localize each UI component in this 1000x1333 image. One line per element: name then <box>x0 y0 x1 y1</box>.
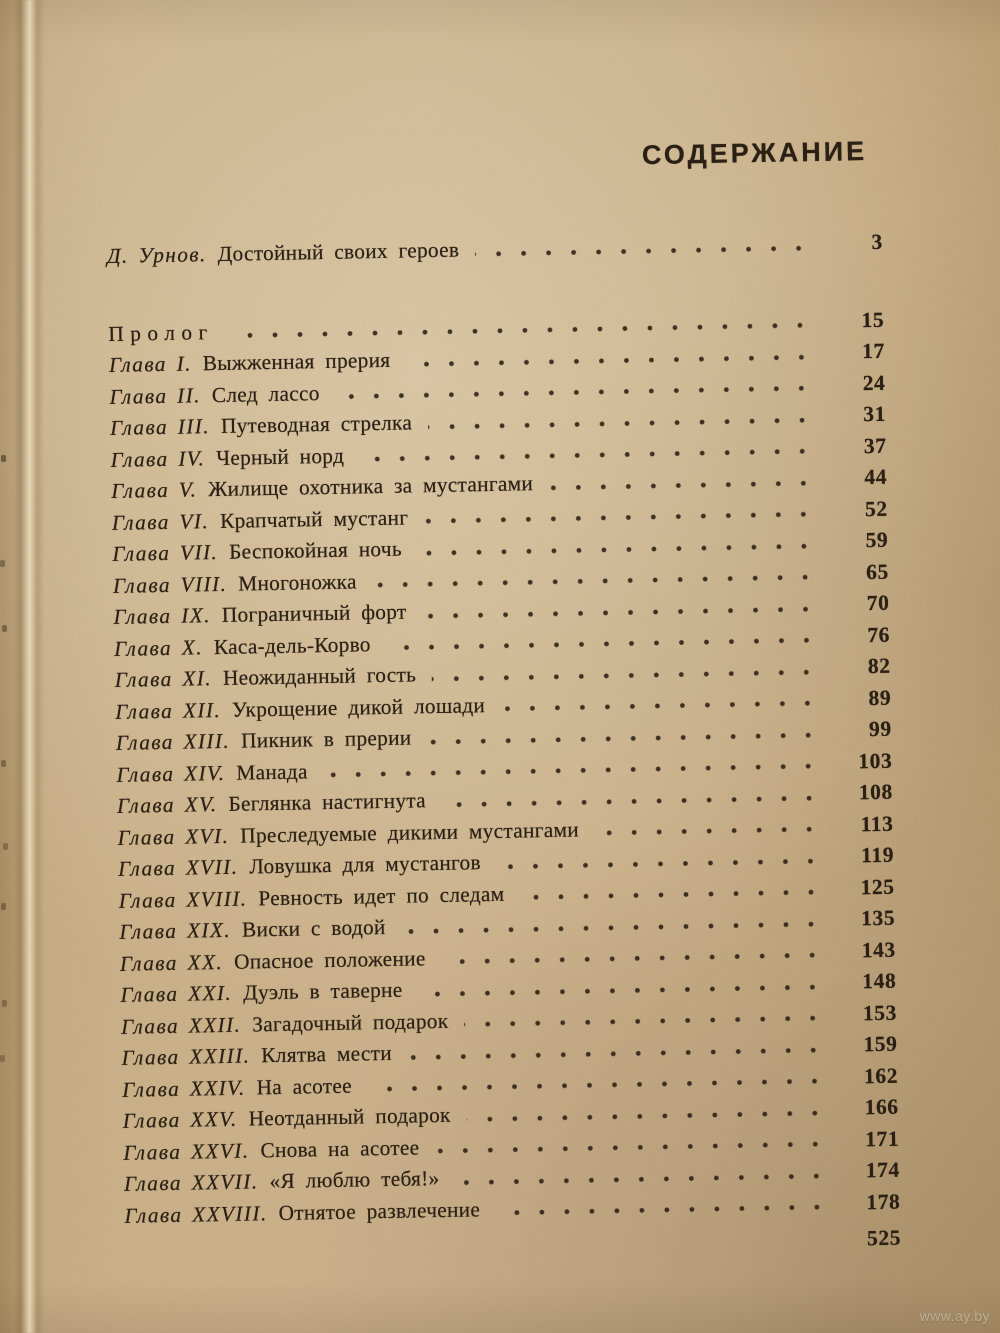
toc-entry-title: Жилище охотника за мустангами <box>208 471 534 502</box>
dot-leader <box>373 572 827 590</box>
toc-entry-title: Путеводная стрелка <box>220 410 413 438</box>
toc-entry-title: На асотее <box>256 1073 353 1099</box>
toc-entry-page-number: 178 <box>866 1189 901 1214</box>
toc-entry-title: Беглянка настигнута <box>228 788 427 816</box>
toc-entry-page-number: 31 <box>863 401 887 427</box>
toc-entry-page-number: 148 <box>862 968 897 994</box>
dot-leader <box>475 242 821 258</box>
dot-leader <box>360 446 825 465</box>
toc-entry-title: Опасное положение <box>233 945 426 974</box>
toc-entry-title: Снова на асотее <box>260 1134 420 1162</box>
toc-entry-title: Преследуемые дикими мустангами <box>240 816 580 848</box>
toc-entry-page-number: 125 <box>860 874 895 899</box>
toc-entry-title: Неотданный подарок <box>248 1102 451 1131</box>
dot-leader <box>455 1170 838 1187</box>
toc-entry-title: Отнятое развлечение <box>278 1196 481 1225</box>
table-of-contents <box>105 136 901 1265</box>
toc-entry-title: Ревность идет по следам <box>258 881 505 910</box>
dot-leader <box>368 1076 836 1095</box>
toc-entry-chapter-label: Глава XVIII. <box>118 886 248 913</box>
dot-leader <box>595 824 832 838</box>
watermark: www.ay.by <box>919 1308 990 1324</box>
toc-entry-chapter-label: Глава II. <box>109 382 202 409</box>
toc-entry-title: Пролог <box>108 319 214 346</box>
toc-entry-title: Клятва мести <box>261 1040 393 1068</box>
toc-entry-page-number: 103 <box>858 748 893 773</box>
dot-leader <box>423 603 828 620</box>
dot-leader <box>501 698 829 714</box>
toc-entry-page-number: 99 <box>868 716 892 742</box>
toc-entry-chapter-label: Глава XXV. <box>122 1106 238 1133</box>
toc-entry-title: Манада <box>236 758 308 785</box>
dot-leader <box>419 981 835 999</box>
toc-entry-title: Неожиданный гость <box>222 662 417 690</box>
toc-entry-chapter-label: Глава XX. <box>119 949 224 976</box>
toc-entry-page-number: 17 <box>861 338 886 364</box>
toc-entry-chapter-label: Глава IX. <box>113 603 212 629</box>
toc-entry-page-number: 143 <box>861 937 896 962</box>
toc-entry-title: Выжженная прерия <box>202 347 391 376</box>
toc-entry-title: «Я люблю тебя!» <box>269 1166 440 1194</box>
toc-entry-chapter-label: Глава XXVIII. <box>124 1200 268 1228</box>
toc-entry-title: Черный норд <box>215 443 345 470</box>
toc-entry-title: Беспокойная ночь <box>228 536 403 564</box>
toc-entry-page-number: 108 <box>858 779 894 805</box>
toc-entry-page-number: 166 <box>864 1094 899 1120</box>
toc-entry-chapter-label: Глава XIII. <box>115 728 231 755</box>
page-edge-marks <box>1 455 6 462</box>
dot-leader <box>428 414 824 431</box>
toc-entry-chapter-label: Глава XXIV. <box>121 1075 246 1102</box>
toc-entry-page-number: 162 <box>863 1063 899 1088</box>
toc-entry-page-number: 82 <box>867 653 891 679</box>
toc-entry-page-number: 174 <box>865 1157 901 1183</box>
toc-entry-page-number: 171 <box>864 1126 900 1151</box>
toc-entry-chapter-label: Глава XIX. <box>119 917 232 944</box>
toc-entry-page-number: 135 <box>860 905 896 931</box>
toc-entry-page-number: 153 <box>862 1000 898 1025</box>
dot-leader <box>418 540 827 557</box>
toc-entry-chapter-label: Глава XIV. <box>116 760 226 787</box>
dot-leader <box>497 855 832 871</box>
toc-entries <box>107 227 901 1232</box>
toc-entry-chapter-label: Глава V. <box>111 477 198 503</box>
toc-entry-page-number: 113 <box>860 811 894 836</box>
toc-entry-chapter-label: Глава III. <box>109 414 211 440</box>
toc-entry-title: Многоножка <box>238 568 357 596</box>
toc-entry-page-number: 59 <box>865 527 889 553</box>
toc-entry-chapter-label: Глава XXVII. <box>123 1169 259 1196</box>
toc-entry-page-number: 89 <box>868 685 892 710</box>
toc-entry-chapter-label: Глава XXIII. <box>121 1043 251 1070</box>
dot-leader <box>387 635 828 653</box>
toc-entry-title: Укрощение дикой лошади <box>231 692 486 722</box>
toc-entry-page-number: 70 <box>866 590 890 616</box>
dot-leader <box>442 792 831 809</box>
page-edge-crease <box>14 0 44 1333</box>
dot-leader <box>336 383 824 402</box>
dot-leader <box>442 950 834 967</box>
toc-entry-page-number: 119 <box>860 842 895 868</box>
toc-entry <box>107 227 883 273</box>
toc-entry-chapter-label: Глава XII. <box>115 697 222 724</box>
toc-entry-title: Достойный своих героев <box>217 237 460 266</box>
toc-entry-title: Пограничный форт <box>221 599 407 627</box>
toc-entry-page-number: 44 <box>864 464 888 490</box>
folio-page-number: 525 <box>866 1225 902 1251</box>
dot-leader <box>402 918 834 936</box>
toc-entry-chapter-label: Глава XXVI. <box>123 1138 250 1165</box>
dot-leader <box>408 1044 836 1062</box>
toc-entry-chapter-label: Глава XXI. <box>120 980 233 1007</box>
toc-entry-title: След лассо <box>211 380 320 407</box>
page-title: СОДЕРЖАНИЕ <box>641 136 868 171</box>
toc-entry-title: Каса-дель-Корво <box>213 631 371 659</box>
dot-leader <box>324 761 831 780</box>
dot-leader <box>464 1013 835 1030</box>
toc-entry-page-number: 3 <box>871 229 884 254</box>
toc-entry-chapter-label: Глава XVI. <box>117 823 230 850</box>
toc-entry-chapter-label: Глава XV. <box>116 792 218 818</box>
toc-entry-page-number: 52 <box>864 496 888 521</box>
dot-leader <box>496 1202 839 1218</box>
toc-entry-title: Пикник в прерии <box>240 725 412 753</box>
toc-entry-chapter-label: Глава VII. <box>112 539 219 566</box>
toc-entry-chapter-label: Д. Урнов. <box>106 242 207 268</box>
toc-entry-page-number: 76 <box>867 622 891 647</box>
toc-entry-title: Крапчатый мустанг <box>219 505 409 533</box>
toc-entry-chapter-label: Глава XVII. <box>117 854 239 881</box>
toc-entry-title: Дуэль в таверне <box>242 977 403 1005</box>
dot-leader <box>432 666 829 683</box>
dot-leader <box>467 1107 837 1124</box>
toc-entry-page-number: 37 <box>863 433 887 458</box>
toc-entry-page-number: 159 <box>863 1031 898 1057</box>
toc-entry-title: Виски с водой <box>241 914 386 942</box>
toc-entry-chapter-label: Глава XXII. <box>120 1012 242 1039</box>
toc-entry-page-number: 24 <box>862 370 886 395</box>
dot-leader <box>406 351 823 369</box>
dot-leader <box>427 729 829 746</box>
toc-entry-title: Ловушка для мустангов <box>249 850 482 879</box>
toc-entry-chapter-label: Глава IV. <box>110 445 206 472</box>
toc-entry-chapter-label: Глава I. <box>108 351 193 377</box>
toc-entry-chapter-label: Глава X. <box>113 634 204 661</box>
dot-leader <box>435 1139 837 1156</box>
toc-entry-page-number: 15 <box>861 307 885 332</box>
dot-leader <box>549 477 825 492</box>
toc-entry-page-number: 65 <box>865 559 890 584</box>
toc-entry-title: Загадочный подарок <box>252 1008 449 1036</box>
toc-entry-chapter-label: Глава VI. <box>111 508 210 535</box>
toc-entry-chapter-label: Глава XI. <box>114 666 213 692</box>
dot-leader <box>424 509 826 526</box>
toc-entry-chapter-label: Глава VIII. <box>112 571 228 598</box>
dot-leader <box>520 887 832 903</box>
